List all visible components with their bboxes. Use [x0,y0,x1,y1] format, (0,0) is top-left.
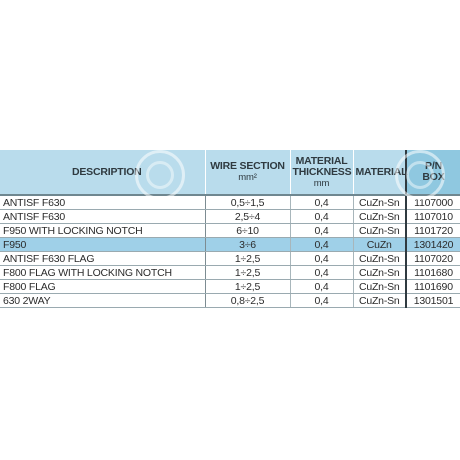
table-row [0,280,460,294]
cell-description: 630 2WAY [0,294,205,308]
cell-material: CuZn-Sn [353,195,406,210]
header-description: DESCRIPTION [0,150,205,195]
cell-material: CuZn-Sn [353,294,406,308]
header-wire-section: WIRE SECTION mm² [205,150,290,195]
cell-description: F800 FLAG [0,280,205,294]
cell-wire-section: 1÷2,5 [205,252,290,266]
cell-thickness: 0,4 [290,224,353,238]
cell-thickness: 0,4 [290,280,353,294]
header-pn: P/N BOX [406,150,460,195]
cell-material: CuZn-Sn [353,224,406,238]
cell-pn: 1101680 [406,266,460,280]
cell-description: F950 [0,238,205,252]
cell-description: ANTISF F630 FLAG [0,252,205,266]
header-material: MATERIAL [353,150,406,195]
cell-wire-section: 3÷6 [205,238,290,252]
cell-wire-section: 2,5÷4 [205,210,290,224]
cell-wire-section: 0,8÷2,5 [205,294,290,308]
cell-pn: 1107000 [406,195,460,210]
product-table [0,150,460,308]
cell-material: CuZn-Sn [353,280,406,294]
cell-wire-section: 1÷2,5 [205,266,290,280]
cell-thickness: 0,4 [290,195,353,210]
cell-description: F800 FLAG WITH LOCKING NOTCH [0,266,205,280]
cell-description: ANTISF F630 [0,210,205,224]
cell-pn: 1107010 [406,210,460,224]
cell-material: CuZn [353,238,406,252]
table-row-highlighted [0,238,460,252]
cell-pn: 1301420 [406,238,460,252]
cell-material: CuZn-Sn [353,210,406,224]
table-row [0,210,460,224]
cell-pn: 1301501 [406,294,460,308]
cell-wire-section: 1÷2,5 [205,280,290,294]
table-body [0,195,460,308]
cell-wire-section: 6÷10 [205,224,290,238]
table-row [0,252,460,266]
table-row [0,294,460,308]
table-row [0,195,460,210]
cell-description: ANTISF F630 [0,195,205,210]
cell-material: CuZn-Sn [353,266,406,280]
cell-pn: 1101720 [406,224,460,238]
cell-thickness: 0,4 [290,294,353,308]
cell-thickness: 0,4 [290,238,353,252]
header-material-thickness: MATERIAL THICKNESS mm [290,150,353,195]
table-header-row [0,150,460,195]
table-row [0,266,460,280]
cell-wire-section: 0,5÷1,5 [205,195,290,210]
cell-thickness: 0,4 [290,210,353,224]
cell-pn: 1107020 [406,252,460,266]
product-table-container [0,150,460,310]
table-row [0,224,460,238]
cell-material: CuZn-Sn [353,252,406,266]
cell-description: F950 WITH LOCKING NOTCH [0,224,205,238]
cell-pn: 1101690 [406,280,460,294]
cell-thickness: 0,4 [290,252,353,266]
cell-thickness: 0,4 [290,266,353,280]
